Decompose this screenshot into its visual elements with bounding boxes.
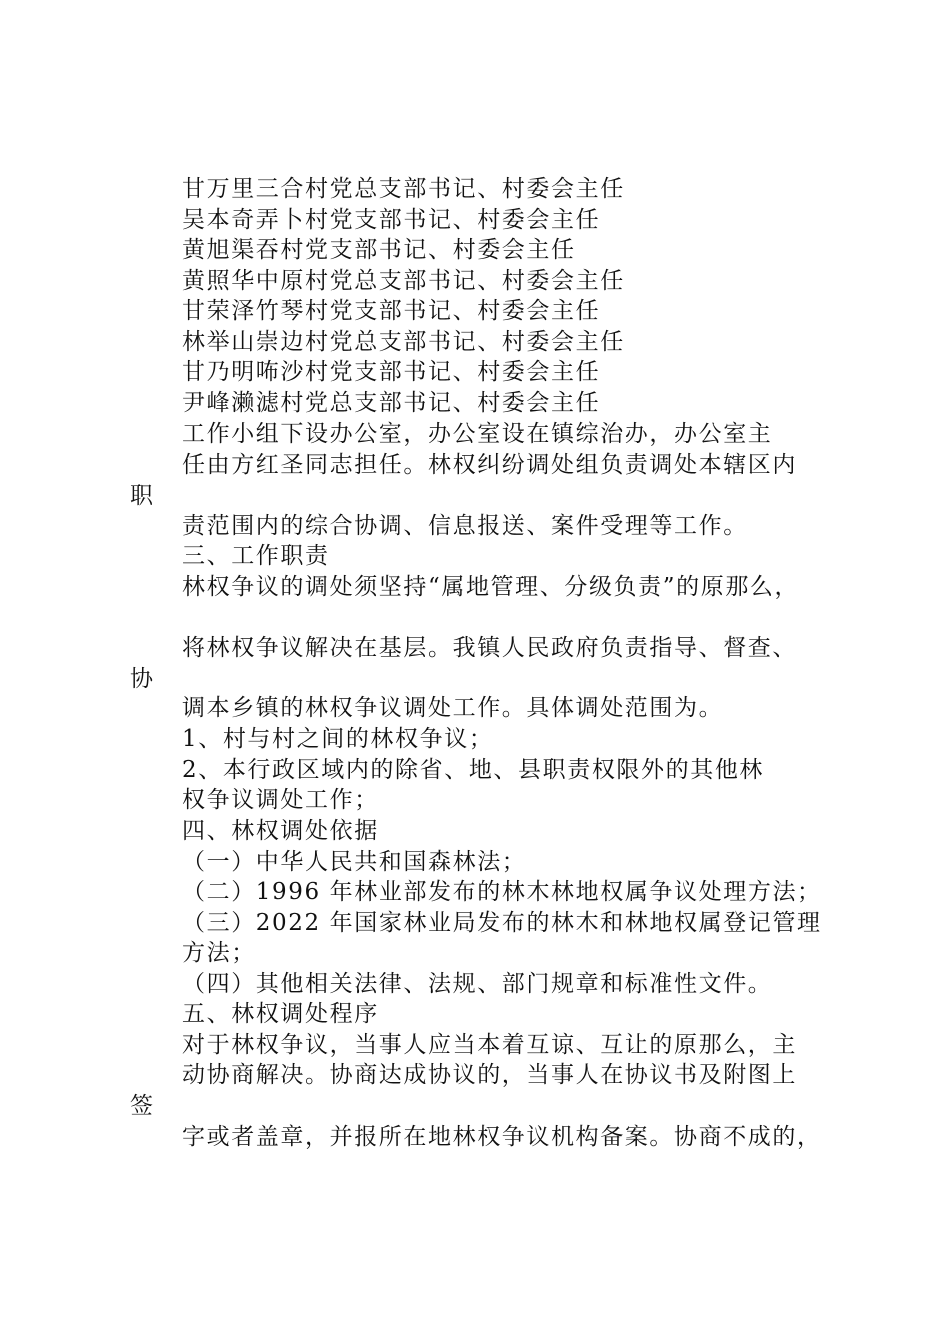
text-line: 尹峰濑滤村党总支部书记、村委会主任 — [182, 390, 601, 416]
text-line: 黄旭渠吞村党支部书记、村委会主任 — [182, 237, 576, 263]
text-line: 1、村与村之间的林权争议； — [182, 726, 494, 752]
text-line: 方法； — [182, 940, 256, 966]
text-line: 黄照华中原村党总支部书记、村委会主任 — [182, 268, 625, 294]
text-line: 甘荣泽竹琴村党支部书记、村委会主任 — [182, 298, 601, 324]
text-line: 字或者盖章，并报所在地林权争议机构备案。协商不成的， — [182, 1124, 822, 1150]
text-line: 将林权争议解决在基层。我镇人民政府负责指导、督查、 — [182, 635, 797, 661]
text-line: 动协商解决。协商达成协议的，当事人在协议书及附图上 — [182, 1062, 797, 1088]
section-heading: 五、林权调处程序 — [182, 1001, 379, 1027]
text-line: 责范围内的综合协调、信息报送、案件受理等工作。 — [182, 513, 748, 539]
text-line: 甘万里三合村党总支部书记、村委会主任 — [182, 176, 625, 202]
text-line: 协 — [130, 666, 155, 692]
text-line: （二）1996 年林业部发布的林木林地权属争议处理方法； — [182, 879, 822, 905]
text-line: 吴本奇弄卜村党支部书记、村委会主任 — [182, 207, 601, 233]
text-line: 林权争议的调处须坚持“属地管理、分级负责”的原那么， — [182, 574, 800, 600]
text-line: 职 — [130, 483, 155, 509]
section-heading: 三、工作职责 — [182, 543, 330, 569]
text-line: 工作小组下设办公室，办公室设在镇综治办，办公室主 — [182, 421, 773, 447]
text-line: 权争议调处工作； — [182, 787, 379, 813]
text-line: （一）中华人民共和国森林法； — [182, 849, 527, 875]
text-line: （四）其他相关法律、法规、部门规章和标准性文件。 — [182, 971, 773, 997]
text-line: 林举山崇边村党总支部书记、村委会主任 — [182, 329, 625, 355]
text-line: 签 — [130, 1093, 155, 1119]
text-line: 调本乡镇的林权争议调处工作。具体调处范围为。 — [182, 695, 724, 721]
text-line: 2、本行政区域内的除省、地、县职责权限外的其他林 — [182, 757, 765, 783]
text-line: 甘乃明咘沙村党支部书记、村委会主任 — [182, 359, 601, 385]
text-line: （三）2022 年国家林业局发布的林木和林地权属登记管理 — [182, 910, 822, 936]
text-line: 对于林权争议，当事人应当本着互谅、互让的原那么，主 — [182, 1032, 797, 1058]
section-heading: 四、林权调处依据 — [182, 818, 379, 844]
text-line: 任由方红圣同志担任。林权纠纷调处组负责调处本辖区内 — [182, 452, 797, 478]
